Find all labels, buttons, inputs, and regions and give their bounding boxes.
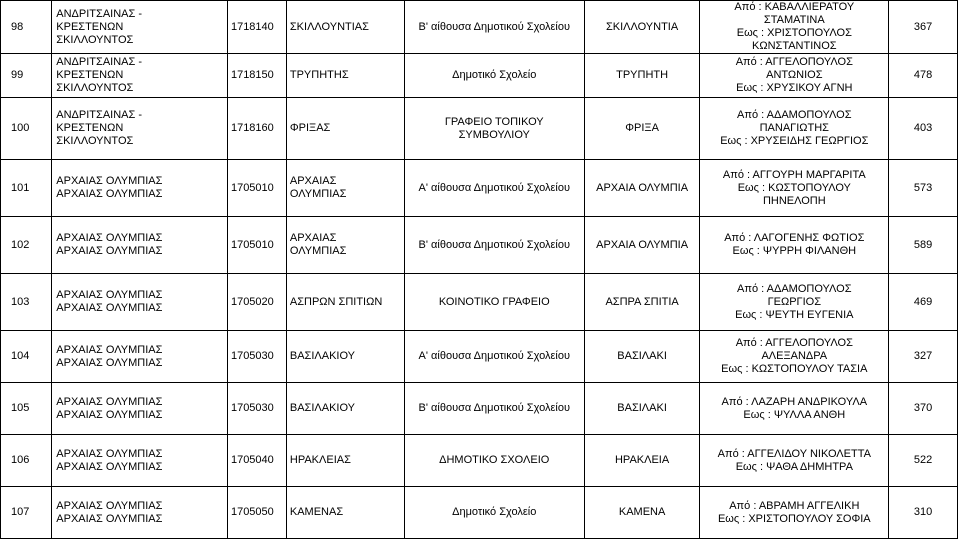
area-line: ΑΡΧΑΙΑΣ ΟΛΥΜΠΙΑΣ (56, 343, 163, 356)
range-line: ΣΤΑΜΑΤΙΝΑ (763, 14, 825, 26)
unit-code: 1718160 (227, 98, 286, 160)
row-number: 105 (1, 383, 52, 435)
area-line: ΚΡΕΣΤΕΝΩΝ (56, 69, 124, 81)
unit-line: ΦΡΙΞΑΣ (289, 122, 331, 134)
municipal-area (52, 1, 228, 54)
range-line: Εως : ΚΩΣΤΟΠΟΥΛΟΥ (737, 181, 851, 194)
table-row (1, 331, 958, 383)
place-line: Β' αίθουσα Δημοτικού Σχολείου (418, 402, 570, 414)
town-name: ΗΡΑΚΛΕΙΑ (584, 435, 700, 487)
municipal-unit (286, 274, 404, 331)
place-line: Α' αίθουσα Δημοτικού Σχολείου (418, 181, 570, 194)
voter-count: 478 (889, 54, 958, 98)
table-row (1, 383, 958, 435)
area-line: ΑΡΧΑΙΑΣ ΟΛΥΜΠΙΑΣ (56, 447, 163, 460)
place-line: ΔΗΜΟΤΙΚΟ ΣΧΟΛΕΙΟ (439, 454, 550, 466)
place-line: ΣΥΜΒΟΥΛΙΟΥ (458, 128, 530, 141)
area-line: ΑΝΔΡΙΤΣΑΙΝΑΣ - (56, 7, 143, 20)
range-line: Εως : ΨΕΥΤΗ ΕΥΓΕΝΙΑ (735, 308, 854, 321)
table-row (1, 487, 958, 539)
area-line: ΣΚΙΛΛΟΥΝΤΟΣ (56, 82, 134, 94)
unit-code: 1705020 (227, 274, 286, 331)
area-line: ΑΡΧΑΙΑΣ ΟΛΥΜΠΙΑΣ (56, 245, 163, 257)
polling-place (404, 217, 584, 274)
range-line: ΠΗΝΕΛΟΠΗ (762, 194, 826, 207)
range-line: Εως : ΨΑΘΑ ΔΗΜΗΤΡΑ (735, 460, 853, 473)
place-line: ΚΟΙΝΟΤΙΚΟ ΓΡΑΦΕΙΟ (438, 295, 550, 308)
polling-place (404, 160, 584, 217)
unit-code: 1705010 (227, 160, 286, 217)
unit-line: ΟΛΥΜΠΙΑΣ (289, 245, 347, 257)
table-row (1, 435, 958, 487)
municipal-area (52, 160, 228, 217)
municipal-unit (286, 54, 404, 98)
area-line: ΣΚΙΛΛΟΥΝΤΟΣ (56, 33, 134, 46)
town-name: ΚΑΜΕΝΑ (584, 487, 700, 539)
municipal-unit (286, 98, 404, 160)
municipal-area (52, 331, 228, 383)
row-number: 101 (1, 160, 52, 217)
surname-range (700, 487, 889, 539)
row-number: 106 (1, 435, 52, 487)
area-line: ΚΡΕΣΤΕΝΩΝ (56, 122, 124, 134)
municipal-area (52, 274, 228, 331)
unit-line: ΤΡΥΠΗΤΗΣ (289, 69, 349, 81)
unit-code: 1705050 (227, 487, 286, 539)
range-line: Εως : ΚΩΣΤΟΠΟΥΛΟΥ ΤΑΣΙΑ (721, 363, 868, 375)
town-name: ΑΡΧΑΙΑ ΟΛΥΜΠΙΑ (584, 160, 700, 217)
table-row (1, 160, 958, 217)
town-name: ΒΑΣΙΛΑΚΙ (584, 383, 700, 435)
range-line: Από : ΑΔΑΜΟΠΟΥΛΟΣ (737, 282, 852, 295)
place-line: Δημοτικό Σχολείο (452, 69, 537, 81)
area-line: ΑΝΔΡΙΤΣΑΙΝΑΣ - (56, 56, 143, 68)
municipal-area (52, 98, 228, 160)
area-line: ΚΡΕΣΤΕΝΩΝ (56, 20, 124, 33)
municipal-unit (286, 1, 404, 54)
place-line: Δημοτικό Σχολείο (452, 506, 537, 518)
unit-line: ΑΡΧΑΙΑΣ (289, 232, 337, 244)
range-line: ΑΛΕΞΑΝΔΡΑ (761, 350, 828, 362)
row-number: 104 (1, 331, 52, 383)
area-line: ΑΡΧΑΙΑΣ ΟΛΥΜΠΙΑΣ (56, 408, 163, 421)
municipal-unit (286, 487, 404, 539)
town-name: ΦΡΙΞΑ (584, 98, 700, 160)
range-line: Από : ΑΓΓΕΛΙΔΟΥ ΝΙΚΟΛΕΤΤΑ (717, 447, 871, 460)
table-row (1, 274, 958, 331)
table-row (1, 54, 958, 98)
polling-place (404, 1, 584, 54)
town-name: ΑΡΧΑΙΑ ΟΛΥΜΠΙΑ (584, 217, 700, 274)
unit-code: 1705030 (227, 383, 286, 435)
area-line: ΑΡΧΑΙΑΣ ΟΛΥΜΠΙΑΣ (56, 188, 163, 200)
voter-count: 370 (889, 383, 958, 435)
area-line: ΑΡΧΑΙΑΣ ΟΛΥΜΠΙΑΣ (56, 289, 163, 301)
area-line: ΑΝΔΡΙΤΣΑΙΝΑΣ - (56, 109, 143, 121)
place-line: ΓΡΑΦΕΙΟ ΤΟΠΙΚΟΥ (444, 115, 544, 128)
municipal-unit (286, 217, 404, 274)
town-name: ΒΑΣΙΛΑΚΙ (584, 331, 700, 383)
range-line: Από : ΑΒΡΑΜΗ ΑΓΓΕΛΙΚΗ (729, 499, 860, 512)
unit-line: ΒΑΣΙΛΑΚΙΟΥ (289, 350, 356, 362)
row-number: 98 (1, 1, 52, 54)
range-line: Από : ΑΓΓΟΥΡΗ ΜΑΡΓΑΡΙΤΑ (722, 168, 866, 181)
row-number: 107 (1, 487, 52, 539)
row-number: 99 (1, 54, 52, 98)
surname-range (700, 331, 889, 383)
unit-line: ΒΑΣΙΛΑΚΙΟΥ (289, 402, 356, 414)
unit-line: ΚΑΜΕΝΑΣ (289, 506, 344, 518)
unit-code: 1718140 (227, 1, 286, 54)
unit-line: ΗΡΑΚΛΕΙΑΣ (289, 454, 351, 466)
range-line: Εως : ΧΡΙΣΤΟΠΟΥΛΟΣ (736, 27, 852, 39)
table-row (1, 98, 958, 160)
table-body (1, 1, 958, 539)
area-line: ΑΡΧΑΙΑΣ ΟΛΥΜΠΙΑΣ (56, 395, 163, 408)
row-number: 103 (1, 274, 52, 331)
town-name: ΣΚΙΛΛΟΥΝΤΙΑ (584, 1, 700, 54)
unit-line: ΣΚΙΛΛΟΥΝΤΙΑΣ (289, 20, 369, 33)
voter-count: 589 (889, 217, 958, 274)
range-line: Εως : ΨΥΡΡΗ ΦΙΛΑΝΘΗ (732, 245, 857, 257)
range-line: Εως : ΧΡΙΣΤΟΠΟΥΛΟΥ ΣΟΦΙΑ (717, 512, 871, 525)
table-row (1, 217, 958, 274)
range-line: Από : ΑΓΓΕΛΟΠΟΥΛΟΣ (735, 56, 853, 68)
unit-code: 1705010 (227, 217, 286, 274)
area-line: ΑΡΧΑΙΑΣ ΟΛΥΜΠΙΑΣ (56, 175, 163, 187)
area-line: ΑΡΧΑΙΑΣ ΟΛΥΜΠΙΑΣ (56, 512, 163, 525)
area-line: ΑΡΧΑΙΑΣ ΟΛΥΜΠΙΑΣ (56, 232, 163, 244)
row-number: 100 (1, 98, 52, 160)
place-line: Α' αίθουσα Δημοτικού Σχολείου (418, 350, 570, 362)
municipal-area (52, 217, 228, 274)
polling-place (404, 383, 584, 435)
range-line: Εως : ΧΡΥΣΙΚΟΥ ΑΓΝΗ (736, 82, 853, 94)
place-line: Β' αίθουσα Δημοτικού Σχολείου (418, 20, 570, 33)
surname-range (700, 435, 889, 487)
polling-place (404, 435, 584, 487)
area-line: ΑΡΧΑΙΑΣ ΟΛΥΜΠΙΑΣ (56, 499, 163, 512)
unit-line: ΑΡΧΑΙΑΣ (289, 175, 337, 187)
range-line: Εως : ΨΥΛΛΑ ΑΝΘΗ (743, 408, 846, 421)
town-name: ΑΣΠΡΑ ΣΠΙΤΙΑ (584, 274, 700, 331)
voter-count: 403 (889, 98, 958, 160)
municipal-area (52, 435, 228, 487)
range-line: Από : ΛΑΖΑΡΗ ΑΝΔΡΙΚΟΥΛΑ (721, 395, 868, 408)
polling-place (404, 487, 584, 539)
voter-count: 469 (889, 274, 958, 331)
range-line: Από : ΑΔΑΜΟΠΟΥΛΟΣ (737, 109, 852, 121)
surname-range (700, 1, 889, 54)
municipal-area (52, 54, 228, 98)
area-line: ΑΡΧΑΙΑΣ ΟΛΥΜΠΙΑΣ (56, 302, 163, 314)
range-line: Από : ΚΑΒΑΛΛΙΕΡΑΤΟΥ (734, 1, 855, 13)
unit-code: 1718150 (227, 54, 286, 98)
range-line: Από : ΛΑΓΟΓΕΝΗΣ ΦΩΤΙΟΣ (724, 232, 865, 244)
surname-range (700, 274, 889, 331)
surname-range (700, 54, 889, 98)
polling-place (404, 98, 584, 160)
municipal-unit (286, 435, 404, 487)
range-line: Εως : ΧΡΥΣΕΙΔΗΣ ΓΕΩΡΓΙΟΣ (720, 135, 869, 147)
table-row (1, 1, 958, 54)
unit-code: 1705040 (227, 435, 286, 487)
municipal-unit (286, 331, 404, 383)
unit-line: ΟΛΥΜΠΙΑΣ (289, 188, 347, 200)
range-line: Από : ΑΓΓΕΛΟΠΟΥΛΟΣ (735, 337, 853, 349)
surname-range (700, 98, 889, 160)
municipal-unit (286, 383, 404, 435)
voter-count: 367 (889, 1, 958, 54)
surname-range (700, 217, 889, 274)
voter-count: 573 (889, 160, 958, 217)
polling-place (404, 54, 584, 98)
polling-place (404, 274, 584, 331)
area-line: ΑΡΧΑΙΑΣ ΟΛΥΜΠΙΑΣ (56, 356, 163, 369)
municipal-area (52, 383, 228, 435)
unit-code: 1705030 (227, 331, 286, 383)
area-line: ΑΡΧΑΙΑΣ ΟΛΥΜΠΙΑΣ (56, 460, 163, 473)
unit-line: ΑΣΠΡΩΝ ΣΠΙΤΙΩΝ (289, 295, 383, 308)
row-number: 102 (1, 217, 52, 274)
town-name: ΤΡΥΠΗΤΗ (584, 54, 700, 98)
range-line: ΑΝΤΩΝΙΟΣ (766, 69, 823, 81)
range-line: ΠΑΝΑΓΙΩΤΗΣ (759, 122, 829, 134)
voter-count: 522 (889, 435, 958, 487)
voter-count: 327 (889, 331, 958, 383)
surname-range (700, 383, 889, 435)
range-line: ΚΩΝΣΤΑΝΤΙΝΟΣ (752, 40, 837, 52)
area-line: ΣΚΙΛΛΟΥΝΤΟΣ (56, 135, 134, 147)
voter-count: 310 (889, 487, 958, 539)
surname-range (700, 160, 889, 217)
range-line: ΓΕΩΡΓΙΟΣ (767, 295, 822, 308)
place-line: Β' αίθουσα Δημοτικού Σχολείου (418, 238, 570, 251)
municipal-unit (286, 160, 404, 217)
polling-place (404, 331, 584, 383)
municipal-area (52, 487, 228, 539)
